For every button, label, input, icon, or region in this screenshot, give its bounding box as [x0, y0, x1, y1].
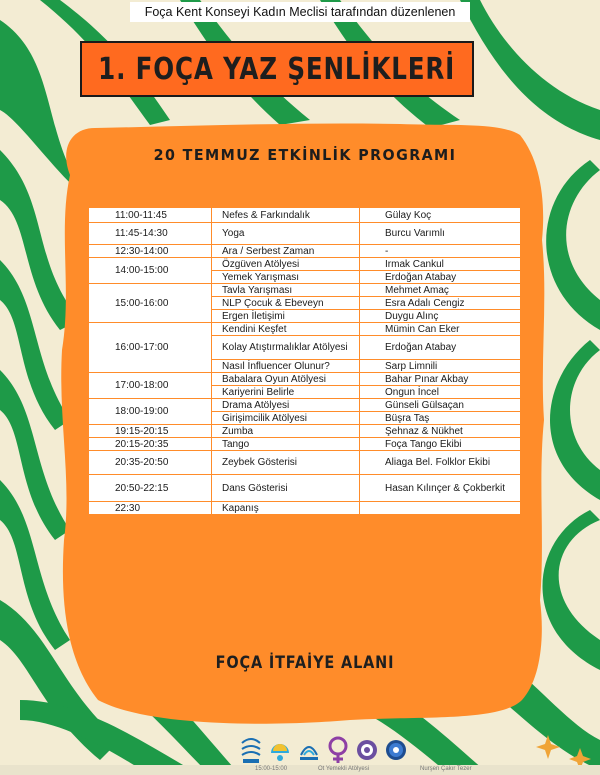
schedule-row [89, 208, 521, 223]
activity-name: Kariyerini Belirle [212, 386, 360, 399]
host-name: Duygu Alınç [360, 310, 521, 323]
time-slot: 17:00-18:00 [89, 373, 212, 399]
schedule-row [89, 425, 521, 438]
association-logo [356, 735, 378, 765]
host-name: Büşra Taş [360, 412, 521, 425]
host-name: Foça Tango Ekibi [360, 438, 521, 451]
schedule-row [89, 284, 521, 297]
activity-name: Tavla Yarışması [212, 284, 360, 297]
time-slot: 14:00-15:00 [89, 258, 212, 284]
time-slot: 16:00-17:00 [89, 323, 212, 373]
round-seal-logo [385, 735, 407, 765]
activity-name: Girişimcilik Atölyesi [212, 412, 360, 425]
time-slot: 18:00-19:00 [89, 399, 212, 425]
host-name: Bahar Pınar Akbay [360, 373, 521, 386]
program-title: 20 TEMMUZ ETKİNLİK PROGRAMI [153, 146, 457, 164]
venus-symbol-logo [327, 735, 349, 765]
time-slot: 19:15-20:15 [89, 425, 212, 438]
footer-fragment: Ot Yemekli Atölyesi [318, 766, 370, 772]
host-name: Irmak Cankul [360, 258, 521, 271]
activity-name: Tango [212, 438, 360, 451]
host-name: Erdoğan Atabay [360, 271, 521, 284]
location-label: FOÇA İTFAİYE ALANI [215, 653, 395, 673]
schedule-row [89, 475, 521, 502]
schedule-row [89, 323, 521, 336]
activity-name: Babalara Oyun Atölyesi [212, 373, 360, 386]
host-name: Günseli Gülsaçan [360, 399, 521, 412]
schedule-row [89, 245, 521, 258]
host-name: Gülay Koç [360, 208, 521, 223]
foca-municipality-logo [240, 735, 262, 765]
host-name: Burcu Varımlı [360, 223, 521, 245]
activity-name: Zumba [212, 425, 360, 438]
host-name: Sarp Limnili [360, 360, 521, 373]
time-slot: 15:00-16:00 [89, 284, 212, 323]
activity-name: Ergen İletişimi [212, 310, 360, 323]
time-slot: 12:30-14:00 [89, 245, 212, 258]
women-assembly-logo [269, 735, 291, 765]
schedule-row [89, 451, 521, 475]
host-name: Erdoğan Atabay [360, 336, 521, 360]
time-slot: 11:00-11:45 [89, 208, 212, 223]
festival-title-banner [80, 41, 474, 97]
footer-fragment: 15:00-15:00 [255, 766, 288, 772]
schedule-table [88, 207, 521, 515]
activity-name: Yoga [212, 223, 360, 245]
activity-name: Ara / Serbest Zaman [212, 245, 360, 258]
footer-fragment: Nurşen Çakır Tezer [420, 766, 472, 772]
activity-name: Kolay Atıştırmalıklar Atölyesi [212, 336, 360, 360]
host-name: Mehmet Amaç [360, 284, 521, 297]
activity-name: Özgüven Atölyesi [212, 258, 360, 271]
host-name: Hasan Kılınçer & Çokberkit [360, 475, 521, 502]
time-slot: 11:45-14:30 [89, 223, 212, 245]
host-name: - [360, 245, 521, 258]
activity-name: Yemek Yarışması [212, 271, 360, 284]
host-name: Esra Adalı Cengiz [360, 297, 521, 310]
host-name: Şehnaz & Nükhet [360, 425, 521, 438]
host-name [360, 502, 521, 515]
host-name: Mümin Can Eker [360, 323, 521, 336]
festival-title: 1. FOÇA YAZ ŞENLİKLERİ [98, 51, 456, 87]
activity-name: NLP Çocuk & Ebeveyn [212, 297, 360, 310]
time-slot: 20:35-20:50 [89, 451, 212, 475]
activity-name: Kapanış [212, 502, 360, 515]
schedule-row [89, 258, 521, 271]
activity-name: Nasıl İnfluencer Olunur? [212, 360, 360, 373]
activity-name: Zeybek Gösterisi [212, 451, 360, 475]
time-slot: 20:15-20:35 [89, 438, 212, 451]
host-name: Ongun İncel [360, 386, 521, 399]
schedule-row [89, 399, 521, 412]
host-name: Aliaga Bel. Folklor Ekibi [360, 451, 521, 475]
activity-name: Nefes & Farkındalık [212, 208, 360, 223]
schedule-row [89, 502, 521, 515]
bottom-strip [0, 765, 600, 775]
time-slot: 22:30 [89, 502, 212, 515]
sponsor-logos [240, 732, 410, 768]
organizer-caption: Foça Kent Konseyi Kadın Meclisi tarafından düzenlenen [130, 2, 470, 22]
activity-name: Dans Gösterisi [212, 475, 360, 502]
activity-name: Drama Atölyesi [212, 399, 360, 412]
schedule-row [89, 438, 521, 451]
schedule-row [89, 223, 521, 245]
city-council-logo [298, 735, 320, 765]
activity-name: Kendini Keşfet [212, 323, 360, 336]
time-slot: 20:50-22:15 [89, 475, 212, 502]
schedule-row [89, 373, 521, 386]
